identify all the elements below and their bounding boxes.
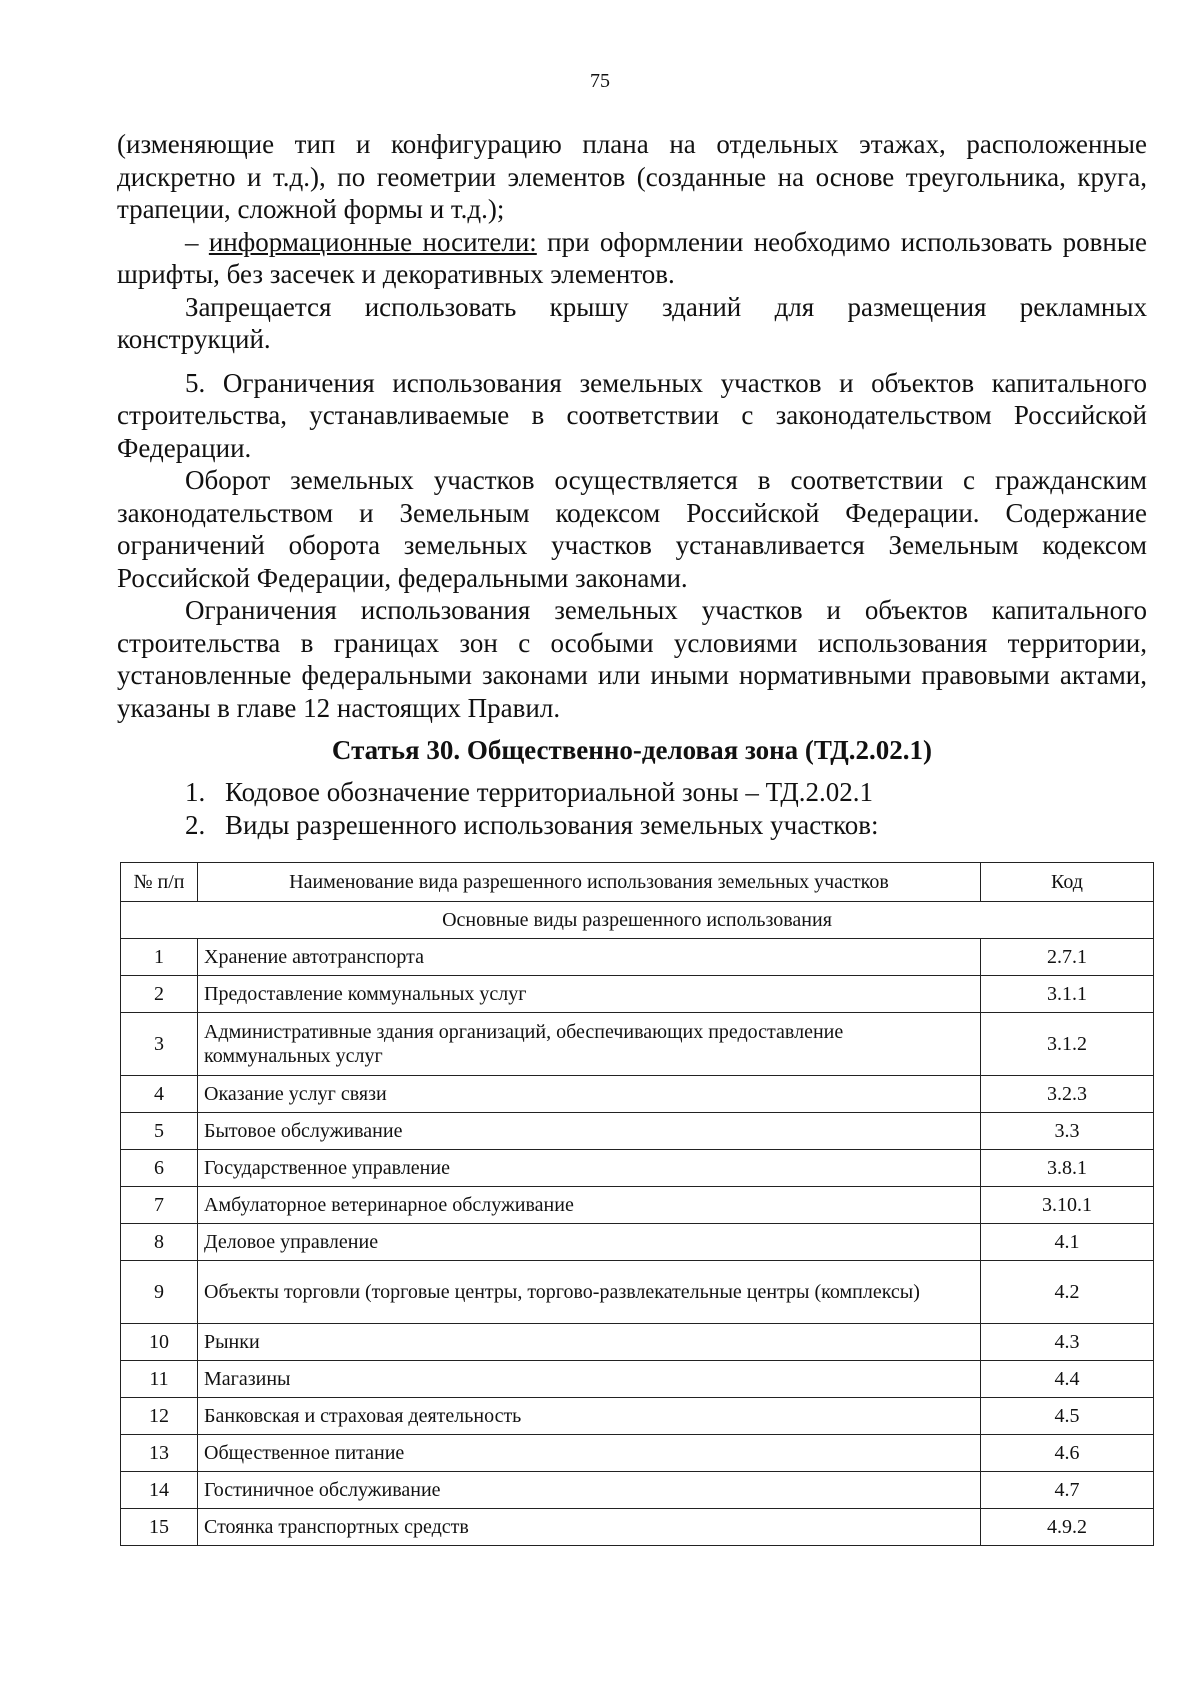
- list-item: [117, 809, 1147, 842]
- list-item-number: 2.: [185, 810, 206, 840]
- row-name: Хранение автотранспорта: [198, 939, 981, 976]
- table-row: [121, 976, 1154, 1013]
- row-num: 8: [121, 1224, 198, 1261]
- row-name: Стоянка транспортных средств: [198, 1509, 981, 1546]
- list-item-number: 1.: [185, 777, 206, 807]
- row-num: 5: [121, 1113, 198, 1150]
- row-num: 11: [121, 1361, 198, 1398]
- table-row: [121, 1472, 1154, 1509]
- row-name: Предоставление коммунальных услуг: [198, 976, 981, 1013]
- table-row: [121, 1324, 1154, 1361]
- row-name: Магазины: [198, 1361, 981, 1398]
- paragraph-2-rest: при оформлении необходимо использовать ровные шрифты, без засечек и декоративных элементов.: [117, 226, 1147, 289]
- row-code: 4.4: [981, 1361, 1154, 1398]
- row-name: Общественное питание: [198, 1435, 981, 1472]
- document-body: [117, 128, 1147, 842]
- row-name: Бытовое обслуживание: [198, 1113, 981, 1150]
- row-num: 14: [121, 1472, 198, 1509]
- row-code: 3.1.1: [981, 976, 1154, 1013]
- row-num: 4: [121, 1076, 198, 1113]
- header-name: Наименование вида разрешенного использования земельных участков: [198, 863, 981, 902]
- row-name: Деловое управление: [198, 1224, 981, 1261]
- row-num: 3: [121, 1013, 198, 1076]
- row-code: 3.2.3: [981, 1076, 1154, 1113]
- paragraph-1: (изменяющие тип и конфигурацию плана на отдельных этажах, расположенные дискретно и т.д.), по геометрии элементов (созданные на основе треугольника, круга, трапеции, сложной формы и т.д.);: [117, 129, 1147, 224]
- row-code: 4.5: [981, 1398, 1154, 1435]
- list-item-text: Кодовое обозначение территориальной зоны – ТД.2.02.1: [225, 777, 874, 807]
- row-code: 3.1.2: [981, 1013, 1154, 1076]
- paragraph-2-dash: –: [185, 226, 209, 257]
- row-name: Гостиничное обслуживание: [198, 1472, 981, 1509]
- row-name: Объекты торговли (торговые центры, торгово-развлекательные центры (комплексы): [198, 1261, 981, 1324]
- row-name: Банковская и страховая деятельность: [198, 1398, 981, 1435]
- table-row: [121, 1398, 1154, 1435]
- table-row: [121, 939, 1154, 976]
- header-num: № п/п: [121, 863, 198, 902]
- row-num: 1: [121, 939, 198, 976]
- row-num: 10: [121, 1324, 198, 1361]
- table-row: [121, 1224, 1154, 1261]
- article-title: Статья 30. Общественно-деловая зона (ТД.2.02.1): [331, 735, 933, 765]
- land-use-table: [120, 862, 1154, 1546]
- row-num: 2: [121, 976, 198, 1013]
- row-code: 4.1: [981, 1224, 1154, 1261]
- paragraph-3: Запрещается использовать крышу зданий для размещения рекламных конструкций.: [117, 291, 1147, 354]
- row-code: 2.7.1: [981, 939, 1154, 976]
- list-item: [117, 776, 1147, 809]
- row-code: 3.3: [981, 1113, 1154, 1150]
- row-name: Административные здания организаций, обеспечивающих предоставление коммунальных услуг: [198, 1013, 981, 1076]
- table-row: [121, 1361, 1154, 1398]
- table-row: [121, 1261, 1154, 1324]
- row-code: 3.10.1: [981, 1187, 1154, 1224]
- row-num: 12: [121, 1398, 198, 1435]
- paragraph-2: [117, 226, 1147, 291]
- table-row: [121, 1187, 1154, 1224]
- table-section-row: [121, 902, 1154, 939]
- table-row: [121, 1509, 1154, 1546]
- row-num: 9: [121, 1261, 198, 1324]
- row-name: Оказание услуг связи: [198, 1076, 981, 1113]
- table-row: [121, 1435, 1154, 1472]
- row-code: 4.3: [981, 1324, 1154, 1361]
- row-code: 3.8.1: [981, 1150, 1154, 1187]
- table-header-row: [121, 863, 1154, 902]
- section-title: Основные виды разрешенного использования: [121, 902, 1154, 939]
- row-code: 4.9.2: [981, 1509, 1154, 1546]
- paragraph-4: 5. Ограничения использования земельных участков и объектов капитального строительства, устанавливаемые в соответствии с законодательством Российской Федерации.: [117, 367, 1147, 463]
- row-name: Государственное управление: [198, 1150, 981, 1187]
- header-code: Код: [981, 863, 1154, 902]
- row-num: 15: [121, 1509, 198, 1546]
- row-num: 7: [121, 1187, 198, 1224]
- paragraph-6: Ограничения использования земельных участков и объектов капитального строительства в границах зон с особыми условиями использования территории, установленные федеральными законами или иными нормативными правовыми актами, указаны в главе 12 настоящих Правил.: [117, 595, 1147, 723]
- table-row: [121, 1013, 1154, 1076]
- table-row: [121, 1150, 1154, 1187]
- row-code: 4.7: [981, 1472, 1154, 1509]
- numbered-list: [117, 776, 1147, 842]
- row-code: 4.6: [981, 1435, 1154, 1472]
- table-row: [121, 1076, 1154, 1113]
- row-code: 4.2: [981, 1261, 1154, 1324]
- row-num: 6: [121, 1150, 198, 1187]
- row-name: Амбулаторное ветеринарное обслуживание: [198, 1187, 981, 1224]
- row-num: 13: [121, 1435, 198, 1472]
- paragraph-2-term: информационные носители:: [208, 226, 537, 257]
- row-name: Рынки: [198, 1324, 981, 1361]
- page-number: 75: [590, 70, 610, 92]
- table-row: [121, 1113, 1154, 1150]
- list-item-text: Виды разрешенного использования земельных участков:: [225, 810, 879, 840]
- paragraph-5: Оборот земельных участков осуществляется в соответствии с гражданским законодательством и Земельным кодексом Российской Федерации. Содержание ограничений оборота земельных участков устанавливается Земельным кодексом Российской Федерации, федеральными законами.: [117, 465, 1147, 593]
